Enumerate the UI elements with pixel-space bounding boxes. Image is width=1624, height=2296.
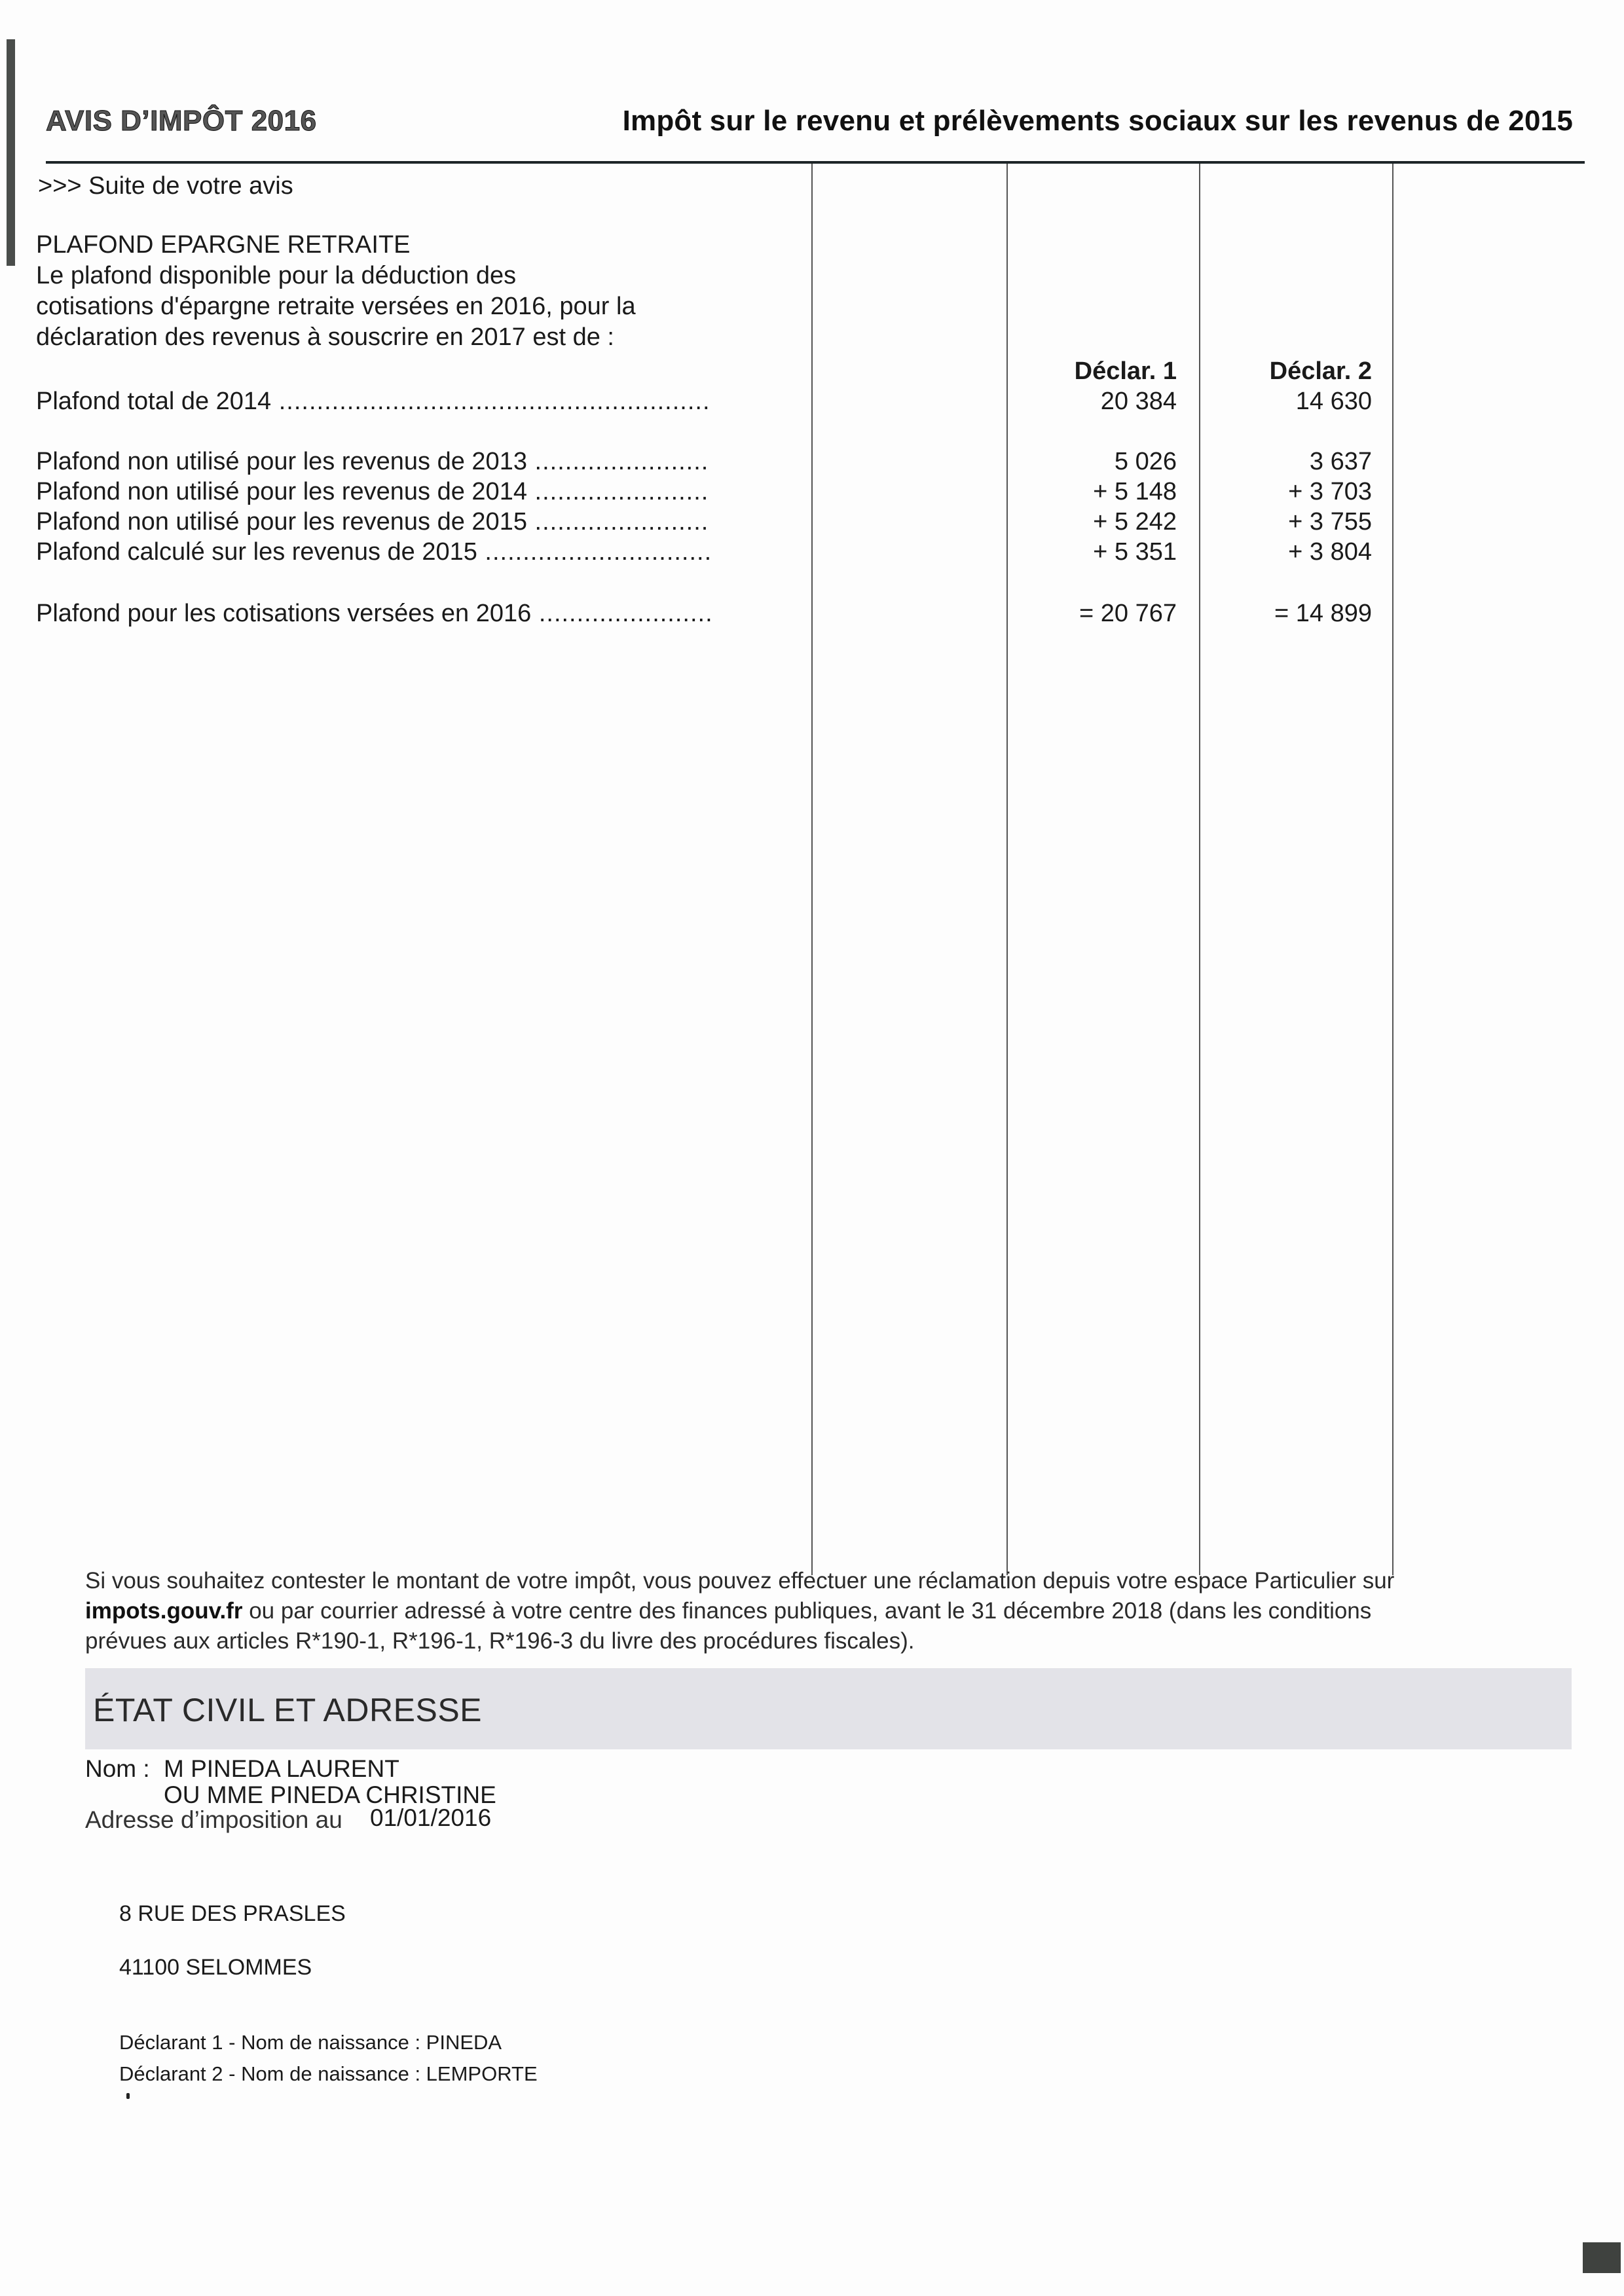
declarant1-birth-name: Déclarant 1 - Nom de naissance : PINEDA	[119, 2031, 502, 2054]
table-cell-declar2-total: = 14 899	[1274, 600, 1372, 627]
intro-line: Le plafond disponible pour la déduction des	[36, 262, 517, 289]
table-cell-declar1-total: = 20 767	[1079, 600, 1177, 627]
document-subtitle: Impôt sur le revenu et prélèvements sociaux sur les revenus de 2015	[622, 105, 1573, 137]
nom-line1: M PINEDA LAURENT	[164, 1755, 399, 1782]
table-cell-declar2: 3 637	[1309, 448, 1372, 475]
intro-line: cotisations d'épargne retraite versées en 2016, pour la	[36, 293, 636, 320]
table-cell-declar2: + 3 703	[1288, 478, 1372, 505]
section-title-etat-civil: ÉTAT CIVIL ET ADRESSE	[93, 1692, 483, 1728]
section-title-plafond: PLAFOND EPARGNE RETRAITE	[36, 231, 411, 259]
side-marker-bar	[7, 39, 15, 266]
adresse-label: Adresse d’imposition au	[85, 1806, 342, 1833]
column-header-declar2: Déclar. 2	[1269, 357, 1372, 385]
column-divider	[1392, 164, 1393, 1575]
table-cell-declar1: + 5 351	[1093, 538, 1177, 566]
header-rule	[46, 161, 1585, 164]
corner-registration-mark	[1583, 2242, 1621, 2273]
document-title: AVIS D’IMPÔT 2016	[46, 105, 317, 137]
contest-notice	[85, 1566, 1585, 1656]
print-mark	[126, 2093, 130, 2099]
table-row-label-total: Plafond pour les cotisations versées en 2016 .....	[36, 599, 710, 628]
column-divider	[811, 164, 813, 1575]
table-row-label: Plafond non utilisé pour les revenus de 2013 .....	[36, 447, 710, 476]
address-line1: 8 RUE DES PRASLES	[119, 1901, 346, 1926]
intro-line: déclaration des revenus à souscrire en 2017 est de :	[36, 323, 614, 351]
declarant2-birth-name: Déclarant 2 - Nom de naissance : LEMPORTE	[119, 2062, 538, 2085]
plafond-intro	[36, 261, 769, 353]
table-cell-declar1: 5 026	[1114, 448, 1177, 475]
address-line2: 41100 SELOMMES	[119, 1955, 312, 1980]
continuation-label: >>> Suite de votre avis	[38, 172, 293, 200]
table-row-label: Plafond calculé sur les revenus de 2015 .....	[36, 538, 710, 566]
notice-line: prévues aux articles R*190-1, R*196-1, R*196-3 du livre des procédures fiscales).	[85, 1628, 915, 1654]
nom-label: Nom :	[85, 1755, 150, 1782]
nom-line2: OU MME PINEDA CHRISTINE	[164, 1781, 496, 1808]
notice-line: Si vous souhaitez contester le montant de votre impôt, vous pouvez effectuer une réclamation depuis votre espace Particulier sur	[85, 1568, 1395, 1594]
table-cell-declar2: 14 630	[1295, 388, 1372, 415]
table-cell-declar1: + 5 148	[1093, 478, 1177, 505]
column-divider	[1199, 164, 1200, 1575]
table-row-label: Plafond non utilisé pour les revenus de 2014 .....	[36, 477, 710, 506]
table-cell-declar1: + 5 242	[1093, 508, 1177, 536]
table-row-label: Plafond non utilisé pour les revenus de 2015 .....	[36, 507, 710, 536]
impots-link[interactable]: impots.gouv.fr	[85, 1598, 243, 1624]
table-cell-declar1: 20 384	[1100, 388, 1177, 415]
column-header-declar1: Déclar. 1	[1074, 357, 1177, 385]
adresse-date: 01/01/2016	[370, 1804, 492, 1831]
table-row-label: Plafond total de 2014 .....	[36, 387, 710, 416]
column-divider	[1006, 164, 1008, 1575]
table-cell-declar2: + 3 755	[1288, 508, 1372, 536]
notice-line: impots.gouv.fr ou par courrier adressé à votre centre des finances publiques, avant le 31 décembre 2018 (dans les conditions	[85, 1598, 1372, 1624]
table-cell-declar2: + 3 804	[1288, 538, 1372, 566]
